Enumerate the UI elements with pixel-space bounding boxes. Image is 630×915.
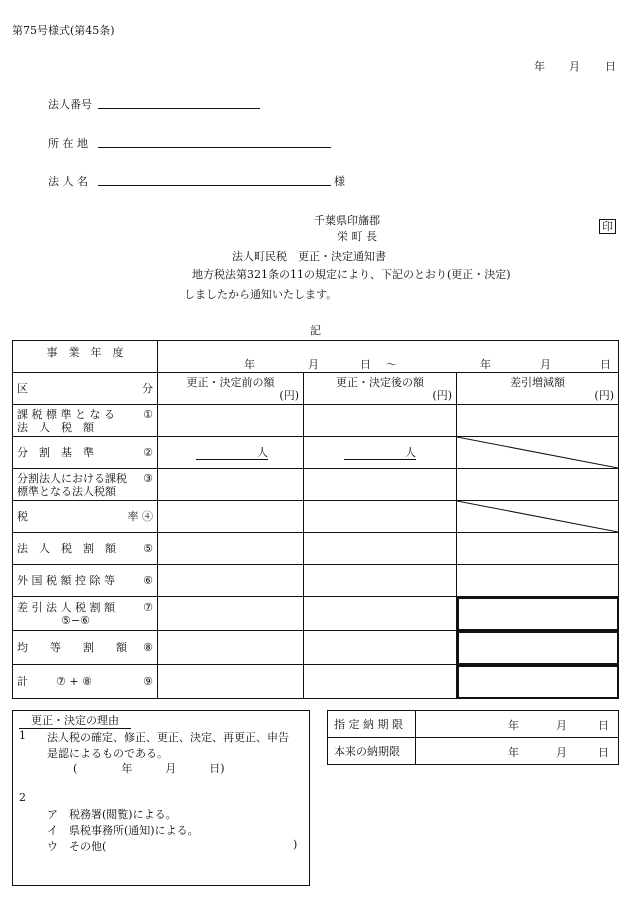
name-label: 法 人 名 [48, 175, 88, 188]
table-row: 分割法人における課税 標準となる法人税額 ③ [13, 469, 619, 501]
date-day: 日 [605, 60, 616, 73]
reason-title: 更正・決定の理由 [19, 712, 131, 729]
notice-title: 法人町民税 更正・決定通知書 [232, 250, 386, 263]
table-row: 計 ⑦ + ⑧ ⑨ [13, 665, 619, 699]
reason-option-u-close: ) [293, 838, 298, 851]
reason-item1-date[interactable]: ( 年 月 日) [73, 762, 225, 775]
table-row: 差 引 法 人 税 割 額 ⑤−⑥ ⑦ [13, 597, 619, 631]
seal-mark: 印 [599, 219, 616, 234]
reason-option-u[interactable]: ウ その他( [47, 840, 107, 853]
ku-cell: 区 分 [13, 373, 158, 405]
reason-item1-line1: 法人税の確定、修正、更正、決定、再更正、申告 [47, 731, 289, 744]
name-line[interactable] [98, 185, 331, 186]
original-due-label: 本来の納期限 [328, 738, 416, 765]
diff-header: 差引増減額 (円) [457, 373, 619, 405]
period-cell[interactable]: 年 月 日 〜 年 月 日 [158, 341, 619, 373]
reason-item1-number: 1 [19, 729, 26, 742]
reason-item2-number: 2 [19, 791, 26, 804]
after-header: 更正・決定後の額 (円) [304, 373, 457, 405]
issuer-line2: 栄 町 長 [337, 230, 377, 243]
table-row: 税 率 ④ [13, 501, 619, 533]
table-row: 課 税 標 準 と な る 法 人 税 額 ① [13, 405, 619, 437]
diag-cell [457, 501, 619, 533]
date-month: 月 [569, 60, 580, 73]
original-due-value[interactable]: 年 月 日 [416, 738, 619, 765]
corp-number-line[interactable] [98, 108, 260, 109]
ki-label: 記 [310, 324, 321, 337]
diag-cell [457, 437, 619, 469]
date-year: 年 [534, 60, 545, 73]
address-line[interactable] [98, 147, 331, 148]
designated-due-value[interactable]: 年 月 日 [416, 711, 619, 738]
tax-table [12, 340, 619, 699]
reason-item1-line2: 是認によるものである。 [47, 747, 168, 760]
intro-line2: しましたから通知いたします。 [184, 288, 338, 301]
designated-due-label: 指 定 納 期 限 [328, 711, 416, 738]
period-label-cell: 事 業 年 度 [13, 341, 158, 373]
original-due-row [328, 738, 619, 765]
honorific: 様 [334, 175, 345, 188]
reason-box [12, 710, 310, 886]
table-row: 法 人 税 割 額 ⑤ [13, 533, 619, 565]
before-header: 更正・決定前の額 (円) [158, 373, 304, 405]
table-row: 均 等 割 額 ⑧ [13, 631, 619, 665]
corp-number-label: 法人番号 [48, 98, 92, 111]
form-number: 第75号様式(第45条) [12, 24, 115, 37]
reason-option-i[interactable]: イ 県税事務所(通知)による。 [47, 824, 199, 837]
table-row: 外 国 税 額 控 除 等 ⑥ [13, 565, 619, 597]
table-row: 分 割 基 準 ② 人 人 [13, 437, 619, 469]
address-label: 所 在 地 [48, 137, 88, 150]
designated-due-row [328, 711, 619, 738]
due-date-table [327, 710, 619, 765]
intro-line1: 地方税法第321条の11の規定により、下記のとおり(更正・決定) [192, 268, 511, 281]
reason-option-a[interactable]: ア 税務署(閲覧)による。 [47, 808, 177, 821]
issuer-line1: 千葉県印旛郡 [314, 214, 380, 227]
